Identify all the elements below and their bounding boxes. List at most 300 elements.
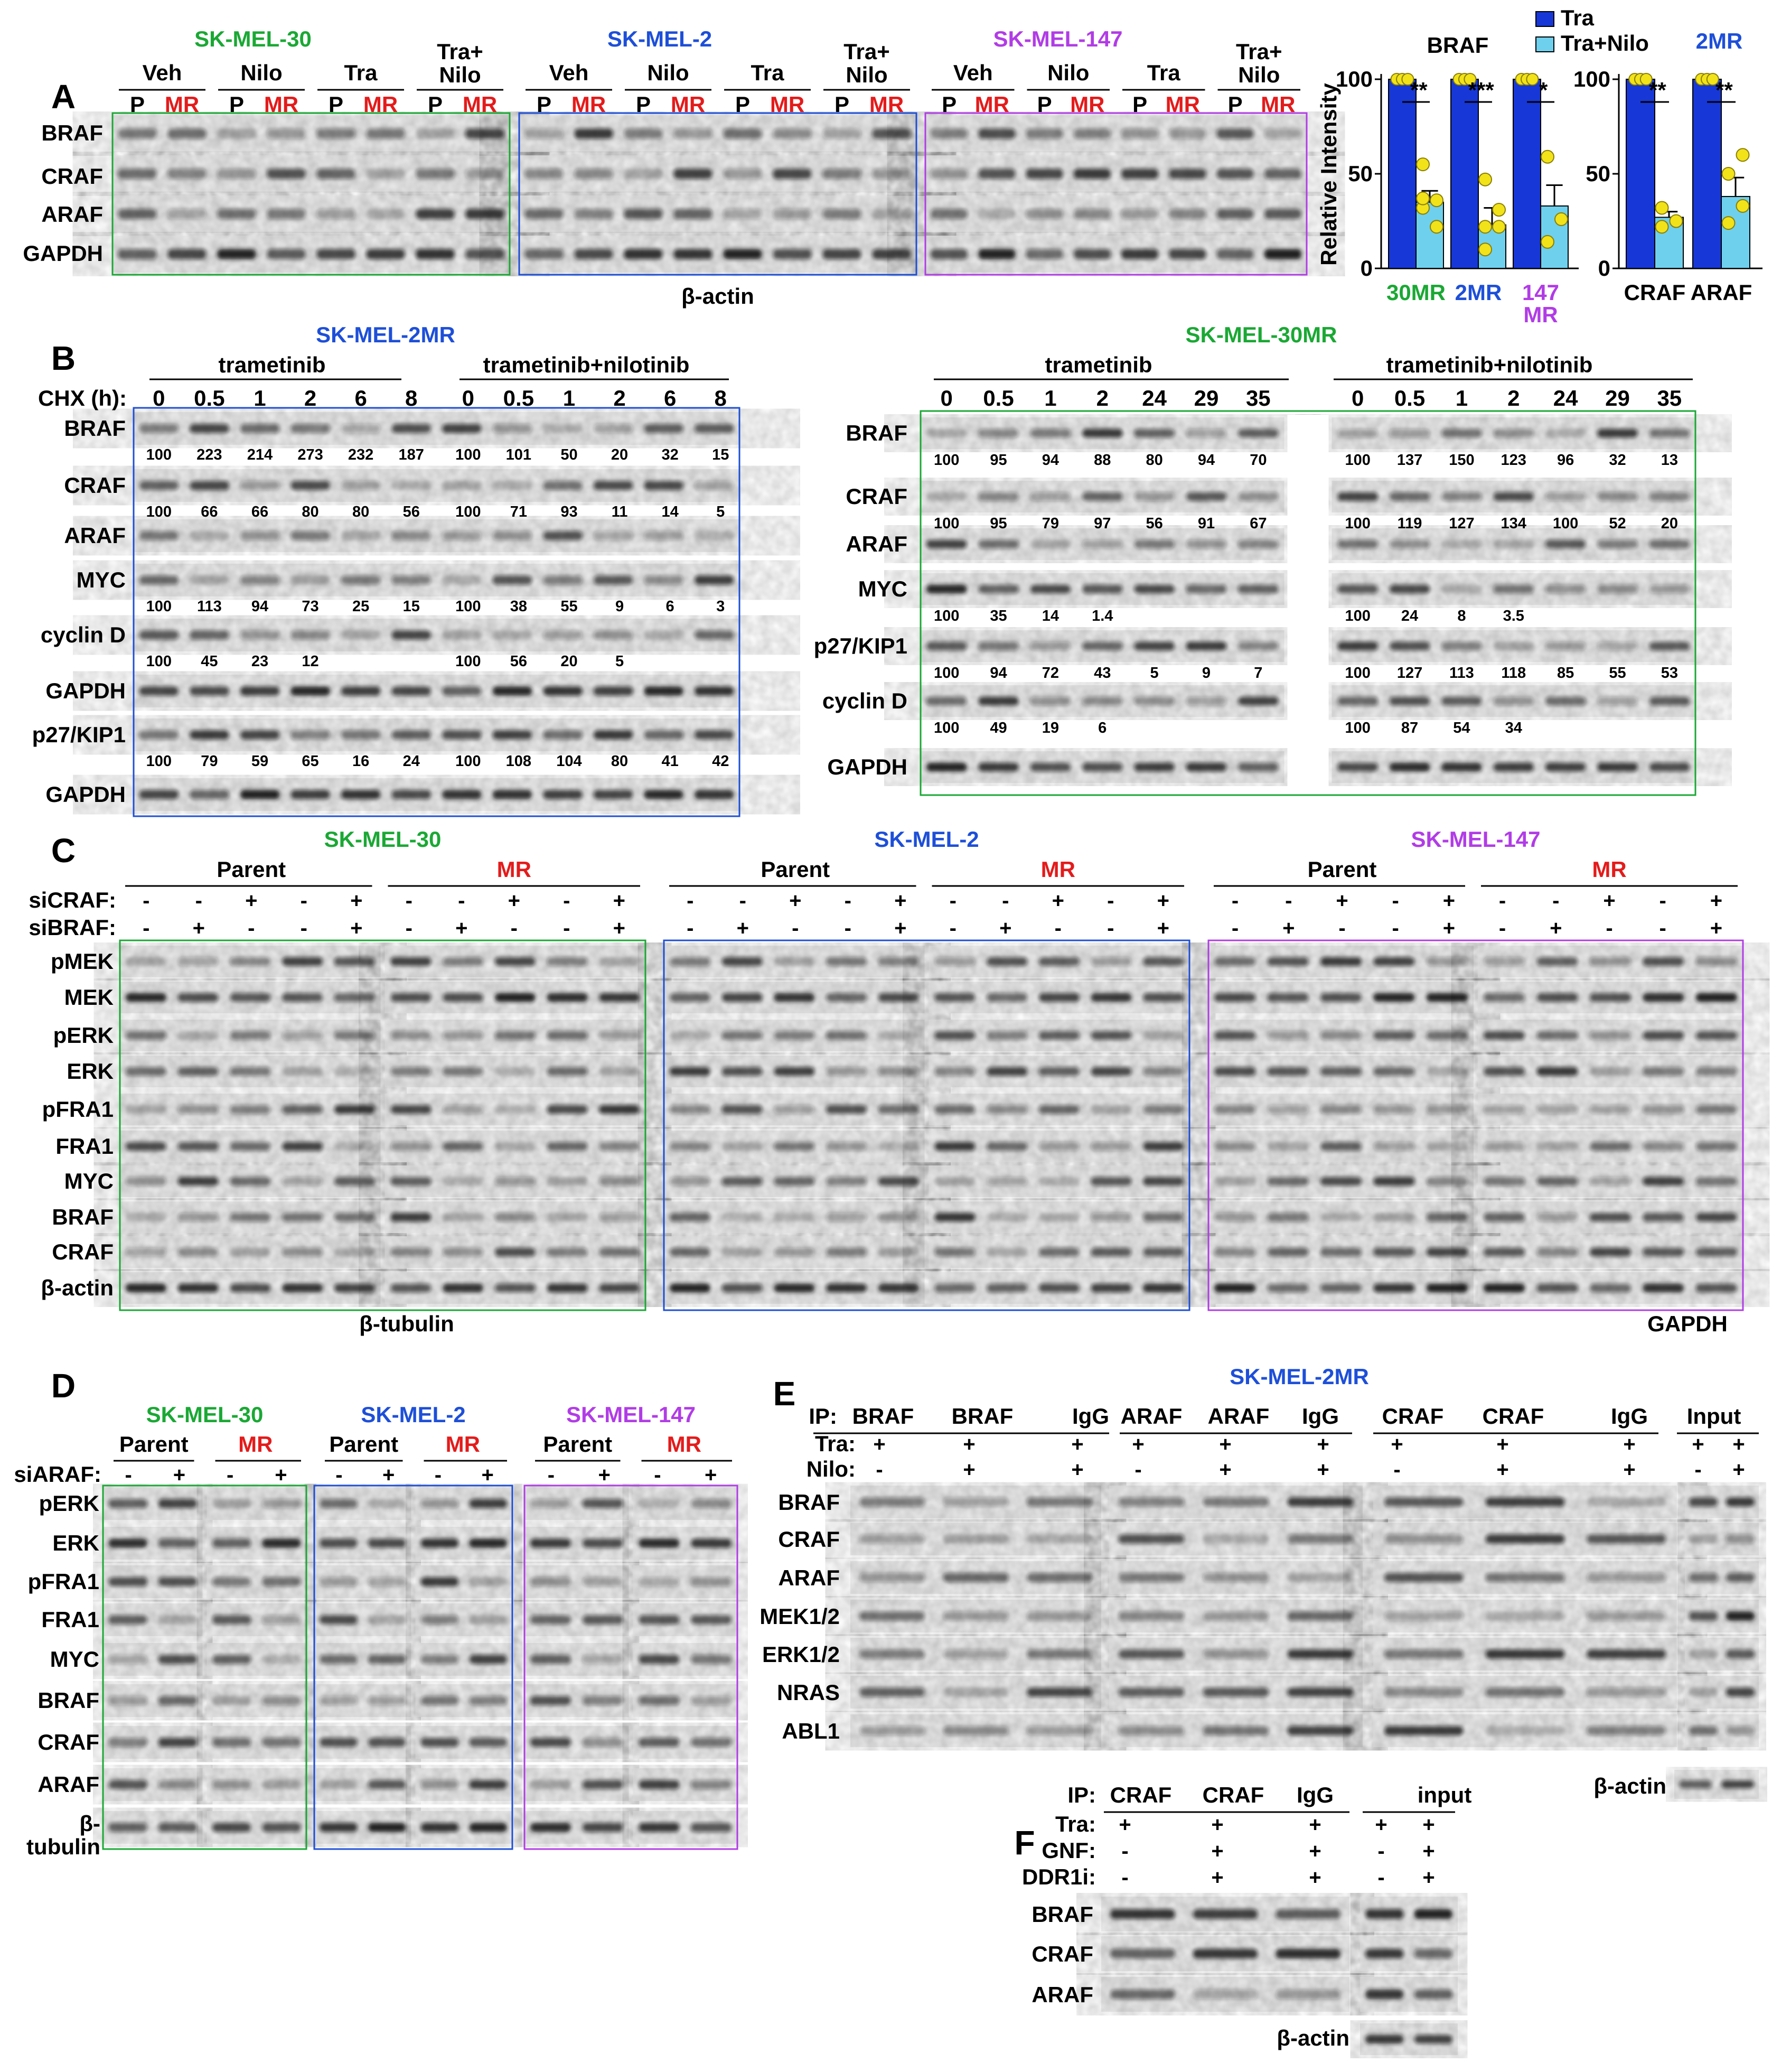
panel-c-blot-0-parent-2-band <box>230 1031 270 1040</box>
panel-a-blot-2-gapdh-3-band <box>931 249 968 259</box>
panel-c-blot-0-parent-2-band <box>334 1031 375 1040</box>
panel-c-blot-1-mr-9-band <box>1039 1284 1080 1293</box>
panel-a-blot-2-gapdh-3-band <box>1264 249 1301 259</box>
panel-d-blot-1-mr-0-band <box>469 1499 507 1508</box>
panel-d-blot-1-mr-7-band <box>421 1780 459 1789</box>
panel-c-blot-2-parent-4-band <box>1320 1105 1362 1114</box>
panel-c-blot-2-parent-1-band <box>1320 993 1362 1002</box>
panel-e-ip: Input <box>1686 1404 1741 1429</box>
panel-c-blot-2-parent-3-band <box>1427 1067 1468 1076</box>
panel-c-sibraf-sign: + <box>999 917 1012 940</box>
panel-f-blot-ip-2-band <box>1193 1990 1258 2000</box>
chart-point-tranilo <box>1479 243 1492 256</box>
panel-b-left-blot-6-band <box>442 730 482 739</box>
panel-c-blot-2-parent-8-band <box>1320 1248 1362 1257</box>
panel-d-blot-2-parent-2-band <box>530 1577 571 1586</box>
panel-c-blot-2-mr-1-band <box>1643 993 1684 1002</box>
panel-c-blot-2-parent-5-band <box>1214 1142 1255 1151</box>
panel-c-blot-1-parent-8-band <box>774 1248 814 1257</box>
panel-b-left-time: 0.5 <box>194 386 225 410</box>
panel-d-blot-0-mr-6-band <box>212 1738 251 1747</box>
panel-c-blot-0-parent-0-band <box>334 957 375 966</box>
panel-e-blot-3-2 <box>1685 1561 1759 1594</box>
panel-b-left-blot-0-band <box>190 424 229 433</box>
panel-f-blot-input-2-band <box>1414 1990 1452 2000</box>
panel-b-left-blot-3 <box>134 564 739 596</box>
panel-c-mr: MR <box>1592 857 1627 882</box>
panel-b-left-value: 79 <box>201 753 218 770</box>
panel-c-blot-0-mr-4 <box>385 1094 646 1125</box>
panel-c-blot-1-parent-3-band <box>826 1067 867 1076</box>
panel-c-blot-1-parent-6 <box>664 1165 925 1197</box>
panel-c-blot-1-mr-3-band <box>987 1067 1027 1076</box>
panel-f-row-label: ARAF <box>1032 1982 1093 2007</box>
panel-e-blot-0-5 <box>850 1676 1101 1709</box>
panel-b-left-blot-1-band <box>695 481 734 490</box>
panel-letter-f: F <box>1014 1824 1035 1862</box>
panel-e-blot-3-1-band <box>1689 1534 1718 1543</box>
panel-b-right-time: 24 <box>1142 386 1167 410</box>
chart-title-2mr: 2MR <box>1695 29 1743 53</box>
panel-a-blot-2-braf-0-band <box>931 128 968 139</box>
panel-d-blot-2-parent-6-band <box>530 1738 571 1747</box>
panel-b-right-value: 72 <box>1042 665 1060 682</box>
panel-d-row-label: FRA1 <box>41 1607 99 1632</box>
panel-b-right-value: 80 <box>1146 452 1163 469</box>
panel-b-left-value: 16 <box>352 753 370 770</box>
panel-b-left-blot-5-band <box>594 686 633 695</box>
panel-e-blot-0-5-band <box>943 1687 1009 1696</box>
panel-b-right-value: 100 <box>933 665 960 682</box>
panel-b-left-blot-6-band <box>644 730 683 739</box>
panel-c-sicraf-sign: - <box>1659 889 1666 912</box>
panel-c-blot-0-mr-9-band <box>443 1284 483 1293</box>
panel-a-blot-2-craf-1-band <box>1026 169 1063 179</box>
panel-c-blot-2-mr-3-band <box>1484 1067 1525 1076</box>
panel-c-sicraf-sign: + <box>1442 889 1456 912</box>
panel-b-left-blot-0-band <box>240 424 280 433</box>
panel-c-sibraf-sign: - <box>1659 917 1666 940</box>
panel-c-blot-2-mr-2-band <box>1590 1031 1631 1040</box>
panel-c-blot-0-parent-1-band <box>230 993 270 1002</box>
panel-d-blot-1-mr-5-band <box>421 1696 459 1705</box>
panel-c-blot-2-mr-9-band <box>1484 1284 1525 1293</box>
panel-c-blot-2-mr-1-band <box>1536 993 1578 1002</box>
panel-e-blot-1-6-band <box>1203 1726 1269 1735</box>
panel-f-ddr-sign: + <box>1211 1866 1224 1889</box>
panel-e-ip: BRAF <box>852 1404 914 1429</box>
panel-d-blot-2-mr-4-band <box>691 1655 732 1664</box>
panel-b-left-value: 32 <box>661 446 679 463</box>
panel-b-left-value: 5 <box>615 653 624 670</box>
panel-c-blot-0-parent-5-band <box>178 1142 219 1151</box>
panel-b-left-value: 3 <box>716 598 725 615</box>
panel-d-siaraf-sign: - <box>547 1463 555 1487</box>
panel-c-blot-2-mr-9-band <box>1696 1284 1737 1293</box>
panel-b-right-value: 118 <box>1501 665 1526 682</box>
panel-a-blot-0-gapdh-3 <box>112 236 510 273</box>
panel-b-left-blot-2-band <box>644 531 683 540</box>
panel-f-ip: CRAF <box>1202 1782 1264 1807</box>
panel-c-sicraf-sign: + <box>508 889 520 912</box>
chart-bar-tra <box>1626 79 1655 268</box>
panel-c-footer-right: GAPDH <box>1647 1311 1728 1336</box>
panel-c-blot-2-mr-5-band <box>1536 1142 1578 1151</box>
chart-point-tranilo <box>1737 148 1749 161</box>
panel-d-blot-1-parent-1 <box>314 1527 411 1560</box>
panel-e-row-label: NRAS <box>776 1680 840 1705</box>
panel-f-blot-input-0-band <box>1365 1909 1403 1919</box>
panel-c-blot-2-parent-5-band <box>1320 1142 1362 1151</box>
panel-a-blot-2-braf-0-band <box>1169 128 1206 139</box>
panel-e-blot-0-6-band <box>943 1726 1009 1735</box>
chart-point-tranilo <box>1722 167 1735 180</box>
panel-c-sibraf-sign: - <box>405 917 412 940</box>
panel-c-blot-0-mr-9-band <box>390 1284 431 1293</box>
panel-e-blot-2-6 <box>1373 1714 1677 1747</box>
panel-b-left-value: 11 <box>611 503 628 520</box>
panel-b-right-blot-b-6-band <box>1390 763 1430 772</box>
panel-a-lane-p: P <box>229 92 245 117</box>
panel-a-lane-p: P <box>942 92 957 117</box>
panel-a-blot-2-araf-2-band <box>978 209 1015 219</box>
panel-a-blot-0-araf-2-band <box>316 209 355 219</box>
panel-d-parent: Parent <box>329 1432 399 1457</box>
panel-b-right-value: 14 <box>1042 608 1060 624</box>
panel-b-right-value: 96 <box>1557 452 1574 469</box>
panel-b-right-blot-b-6-band <box>1441 763 1482 772</box>
panel-a-blot-0-braf-0-band <box>316 128 355 139</box>
panel-c-blot-0-parent-1-band <box>126 993 166 1002</box>
panel-c-blot-1-parent-9 <box>664 1272 925 1304</box>
panel-c-blot-2-parent-4 <box>1208 1094 1474 1125</box>
panel-c-blot-1-parent-1-band <box>774 993 814 1002</box>
panel-b-right-value: 100 <box>933 452 960 469</box>
panel-d-blot-0-parent-2 <box>103 1565 203 1598</box>
chart-point-tranilo <box>1555 213 1568 226</box>
panel-b-left-value: 66 <box>251 503 269 520</box>
panel-b-left-value: 20 <box>611 446 629 463</box>
panel-e-blot-1-5-band <box>1119 1687 1185 1696</box>
panel-c-blot-0-parent-2-band <box>282 1031 323 1040</box>
panel-b-right-blot-b-6-band <box>1649 763 1690 772</box>
panel-c-blot-1-mr-7-band <box>1143 1213 1184 1222</box>
panel-b-left-row-label: ARAF <box>64 523 126 548</box>
panel-b-right-row-label: ARAF <box>846 531 907 556</box>
panel-b-right-row-label: MYC <box>858 576 907 601</box>
panel-d-blot-0-mr-7-band <box>212 1780 251 1789</box>
panel-b-left-value: 100 <box>455 598 481 615</box>
panel-b-left-blot-7-band <box>543 790 583 799</box>
panel-a-blot-2-braf-0 <box>925 115 1307 152</box>
panel-a-lane-mr: MR <box>462 92 498 117</box>
panel-c-row-label: pFRA1 <box>42 1097 114 1122</box>
panel-f-loading-label: β-actin <box>1277 2026 1349 2050</box>
panel-a-row-label: BRAF <box>41 120 103 145</box>
panel-c-blot-1-parent-8 <box>664 1236 925 1268</box>
panel-c-blot-0-mr-9-band <box>547 1284 588 1293</box>
panel-c-blot-0-parent-4-band <box>126 1105 166 1114</box>
panel-b-left-time: 6 <box>663 386 677 410</box>
panel-d-row-label: CRAF <box>37 1730 99 1754</box>
panel-b-right-blot-b-2-band <box>1441 540 1482 549</box>
chart-point-tranilo <box>1670 215 1683 228</box>
panel-d-blot-0-parent-6-band <box>108 1738 147 1747</box>
panel-b-left-blot-1-band <box>139 481 179 490</box>
panel-c-blot-2-mr-7-band <box>1643 1213 1684 1222</box>
panel-b-right-value: 32 <box>1609 452 1626 469</box>
panel-d-blot-1-mr-8-band <box>421 1823 459 1832</box>
panel-c-blot-2-mr-7-band <box>1696 1213 1737 1222</box>
panel-a-lane-mr: MR <box>869 92 904 117</box>
panel-c-blot-1-mr-8-band <box>1143 1248 1184 1257</box>
panel-b-left-blot-5-band <box>543 686 583 695</box>
panel-c-blot-2-parent-9-band <box>1427 1284 1468 1293</box>
panel-c-blot-2-mr-9-band <box>1590 1284 1631 1293</box>
panel-d-parent: Parent <box>119 1432 189 1457</box>
panel-c-blot-2-mr-5-band <box>1484 1142 1525 1151</box>
panel-c-blot-1-parent-7-band <box>826 1213 867 1222</box>
panel-c-blot-1-parent-7 <box>664 1201 925 1233</box>
panel-b-left-value: 223 <box>196 446 222 463</box>
panel-c-blot-1-mr-0-band <box>1091 957 1132 966</box>
panel-d-blot-2-parent-0-band <box>583 1499 623 1508</box>
panel-b-right-value: 95 <box>990 515 1007 532</box>
panel-c-blot-1-parent-5-band <box>878 1142 919 1151</box>
panel-a-group-label: Tra+ <box>437 39 483 64</box>
panel-b-left-time: 6 <box>354 386 367 410</box>
panel-c-blot-2-parent-0-band <box>1214 957 1255 966</box>
panel-f-ip: CRAF <box>1110 1782 1172 1807</box>
panel-b-left-blot-6-band <box>543 730 583 739</box>
panel-b-left-row-label: cyclin D <box>40 622 126 647</box>
panel-b-left-blot-6-band <box>493 730 532 739</box>
panel-c-blot-0-mr-3-band <box>443 1067 483 1076</box>
panel-e-blot-0-3 <box>850 1600 1101 1632</box>
panel-e-blot-1-0 <box>1109 1486 1363 1518</box>
panel-d-blot-0-mr-1-band <box>262 1538 301 1547</box>
panel-c-sicraf-sign: + <box>1052 889 1064 912</box>
panel-b-right-time: 0 <box>940 386 953 410</box>
panel-c-blot-1-parent-4-band <box>670 1105 710 1114</box>
panel-e-blot-2-4-band <box>1486 1649 1565 1658</box>
panel-a-blot-0-craf-1-band <box>217 169 256 179</box>
panel-f-blot-input-1-band <box>1414 1949 1452 1959</box>
chart-point-tra <box>1526 73 1538 85</box>
panel-e-blot-1-6 <box>1109 1714 1363 1747</box>
panel-b-left-value: 42 <box>712 753 729 770</box>
panel-b-right-blot-b-1-band <box>1390 492 1430 501</box>
panel-e-tra-sign: + <box>1391 1433 1403 1456</box>
panel-c-sicraf-sign: + <box>613 889 625 912</box>
panel-d-blot-2-parent-5 <box>524 1684 629 1717</box>
panel-a-blot-1-gapdh-3-band <box>524 249 563 259</box>
panel-d-cell-title: SK-MEL-30 <box>146 1402 264 1427</box>
panel-d-blot-1-parent-2-band <box>320 1577 358 1586</box>
panel-c-blot-2-parent-4-band <box>1267 1105 1308 1114</box>
panel-d-blot-2-mr-3-band <box>691 1615 732 1624</box>
panel-c-blot-2-parent-6-band <box>1214 1177 1255 1186</box>
panel-d-blot-0-parent-1-band <box>108 1538 147 1547</box>
panel-c-sibraf-sign: - <box>300 917 307 940</box>
panel-letter-b: B <box>51 339 76 377</box>
panel-e-blot-2-2-band <box>1587 1573 1666 1582</box>
chart-point-tranilo <box>1479 173 1492 186</box>
panel-b-left-blot-0-band <box>290 424 330 433</box>
panel-b-left-time: 0.5 <box>503 386 535 410</box>
panel-c-blot-2-mr-6-band <box>1590 1177 1631 1186</box>
panel-d-blot-0-mr-0-band <box>262 1499 301 1508</box>
panel-d-blot-0-parent-0-band <box>108 1499 147 1508</box>
panel-c-sicraf-sign: - <box>1392 889 1399 912</box>
panel-c-blot-0-mr-1-band <box>390 993 431 1002</box>
panel-a-blot-2-braf-0-band <box>978 128 1015 139</box>
chart-point-tranilo <box>1493 220 1505 233</box>
panel-d-blot-2-mr-1 <box>633 1527 738 1560</box>
panel-d-blot-2-mr-7-band <box>639 1780 679 1789</box>
panel-c-blot-2-parent-2-band <box>1320 1031 1362 1040</box>
panel-c-blot-1-parent-5-band <box>722 1142 763 1151</box>
panel-a-blot-1-gapdh-3-band <box>574 249 613 259</box>
panel-c-parent: Parent <box>1307 857 1377 882</box>
panel-b-right-blot-b-4-band <box>1545 642 1586 651</box>
panel-b-right-blot-b-0-band <box>1649 429 1690 438</box>
panel-c-blot-2-mr-7 <box>1478 1201 1743 1233</box>
chart-category-label: 30MR <box>1386 280 1446 305</box>
panel-e-row-label: ARAF <box>778 1565 840 1590</box>
panel-b-left-value: 15 <box>402 598 420 615</box>
panel-f-blot-input-1-band <box>1365 1949 1403 1959</box>
panel-d-blot-1-parent-0 <box>314 1487 411 1520</box>
panel-d-blot-1-parent-6 <box>314 1726 411 1759</box>
panel-c-blot-1-mr-4-band <box>1039 1105 1080 1114</box>
panel-e-nilo-sign: + <box>1623 1458 1636 1481</box>
panel-b-right-value: 88 <box>1094 452 1111 469</box>
panel-a-blot-0-craf-1 <box>112 155 510 192</box>
panel-e-blot-2-1-band <box>1384 1534 1464 1543</box>
panel-c-blot-2-parent-7-band <box>1214 1213 1255 1222</box>
panel-b-right-value: 97 <box>1094 515 1111 532</box>
panel-c-blot-0-parent-6 <box>120 1165 381 1197</box>
panel-b-left-blot-5-band <box>139 686 179 695</box>
panel-c-blot-2-mr-1 <box>1478 982 1743 1013</box>
panel-d-blot-0-parent-1 <box>103 1527 203 1560</box>
panel-b-right-treat1: trametinib <box>1045 352 1152 377</box>
panel-d-blot-2-parent-6-band <box>583 1738 623 1747</box>
panel-b-left-blot-0-band <box>594 424 633 433</box>
panel-b-right-value: 43 <box>1094 665 1111 682</box>
panel-b-left-blot-1 <box>134 469 739 502</box>
panel-c-blot-1-parent-4-band <box>878 1105 919 1114</box>
panel-c-blot-1-parent-5 <box>664 1131 925 1162</box>
panel-c-blot-1-parent-6-band <box>826 1177 867 1186</box>
panel-b-left-time: 1 <box>562 386 576 410</box>
panel-e-blot-1-5 <box>1109 1676 1363 1709</box>
panel-c-blot-2-mr-9-band <box>1643 1284 1684 1293</box>
panel-d-blot-2-parent-8 <box>524 1811 629 1844</box>
panel-f-ip: input <box>1417 1782 1472 1807</box>
panel-b-left-value: 50 <box>560 446 578 463</box>
panel-a-blot-0-craf-1-band <box>167 169 206 179</box>
panel-a-blot-1-craf-1 <box>519 155 916 192</box>
panel-d-blot-0-mr-3-band <box>262 1615 301 1624</box>
panel-b-left-blot-1-band <box>594 481 633 490</box>
panel-c-blot-0-parent-2 <box>120 1020 381 1051</box>
panel-e-blot-1-6-band <box>1119 1726 1185 1735</box>
panel-e-blot-2-0-band <box>1384 1497 1464 1506</box>
panel-b-left-blot-2-band <box>139 531 179 540</box>
panel-c-sicraf-sign: + <box>1603 889 1616 912</box>
panel-e-loading-blot-band <box>1679 1780 1712 1788</box>
panel-c-blot-0-mr-2-band <box>390 1031 431 1040</box>
panel-c-blot-0-mr-0-band <box>547 957 588 966</box>
panel-d-blot-0-parent-7-band <box>108 1780 147 1789</box>
panel-c-blot-1-parent-4-band <box>826 1105 867 1114</box>
panel-a-blot-1-braf-0-band <box>723 128 762 139</box>
panel-c-blot-1-mr-3-band <box>1039 1067 1080 1076</box>
panel-e-ip: ARAF <box>1207 1404 1270 1429</box>
panel-d-blot-0-parent-2-band <box>108 1577 147 1586</box>
panel-c-blot-1-mr-4 <box>929 1094 1190 1125</box>
panel-c-blot-2-parent-4-band <box>1427 1105 1468 1114</box>
panel-b-left-blot-2-band <box>240 531 280 540</box>
panel-b-right-blot-b-0-band <box>1441 429 1482 438</box>
panel-b-right-blot-b-3-band <box>1390 585 1430 594</box>
panel-e-ip: IgG <box>1302 1404 1339 1429</box>
panel-d-blot-2-mr-1-band <box>639 1538 679 1547</box>
panel-e-ip: IgG <box>1072 1404 1109 1429</box>
panel-c-blot-1-parent-7-band <box>878 1213 919 1222</box>
panel-e-blot-3-2-band <box>1689 1573 1718 1582</box>
panel-d-blot-0-parent-4 <box>103 1643 203 1676</box>
panel-b-left-cell: SK-MEL-2MR <box>316 322 455 347</box>
panel-e-cell: SK-MEL-2MR <box>1230 1364 1369 1389</box>
panel-c-blot-1-mr-3-band <box>1091 1067 1132 1076</box>
panel-b-right-value: 100 <box>1345 720 1371 736</box>
panel-b-left-blot-3-band <box>341 575 381 584</box>
panel-a-blot-0-craf-1-band <box>416 169 454 179</box>
panel-a-lane-p: P <box>635 92 651 117</box>
panel-c-blot-2-parent-7-band <box>1373 1213 1414 1222</box>
panel-a-blot-2-braf-0-band <box>1026 128 1063 139</box>
panel-e-blot-1-4-band <box>1288 1649 1354 1658</box>
panel-d-blot-0-parent-6 <box>103 1726 203 1759</box>
panel-b-left-blot-5 <box>134 675 739 707</box>
panel-e-ip: CRAF <box>1382 1404 1444 1429</box>
panel-c-blot-1-parent-6-band <box>722 1177 763 1186</box>
panel-c-blot-1-parent-3-band <box>774 1067 814 1076</box>
panel-a-blot-1-gapdh-3-band <box>624 249 662 259</box>
panel-d-blot-2-parent-4 <box>524 1643 629 1676</box>
panel-c-blot-0-parent-5-band <box>334 1142 375 1151</box>
panel-a-blot-0-gapdh-3-band <box>217 249 256 259</box>
panel-d-cell-title: SK-MEL-147 <box>566 1402 696 1427</box>
panel-c-sibraf-sign: - <box>248 917 255 940</box>
panel-d-blot-0-mr-8-band <box>262 1823 301 1832</box>
panel-e-blot-0-0-band <box>1027 1497 1092 1506</box>
panel-e-tra-sign: + <box>1132 1433 1145 1456</box>
panel-b-right-blot-b-3-band <box>1493 585 1534 594</box>
panel-d-blot-2-parent-5-band <box>530 1696 571 1705</box>
panel-b-left-value: 104 <box>556 753 582 770</box>
panel-c-blot-0-parent-6-band <box>230 1177 270 1186</box>
panel-a-blot-1-craf-1-band <box>872 169 911 179</box>
panel-b-left-blot-5-band <box>190 686 229 695</box>
panel-b-right-time: 0.5 <box>983 386 1014 410</box>
panel-c-sibraf-sign: - <box>844 917 851 940</box>
panel-b-left-blot-5-band <box>391 686 431 695</box>
panel-a-blot-1-braf-0-band <box>822 128 861 139</box>
